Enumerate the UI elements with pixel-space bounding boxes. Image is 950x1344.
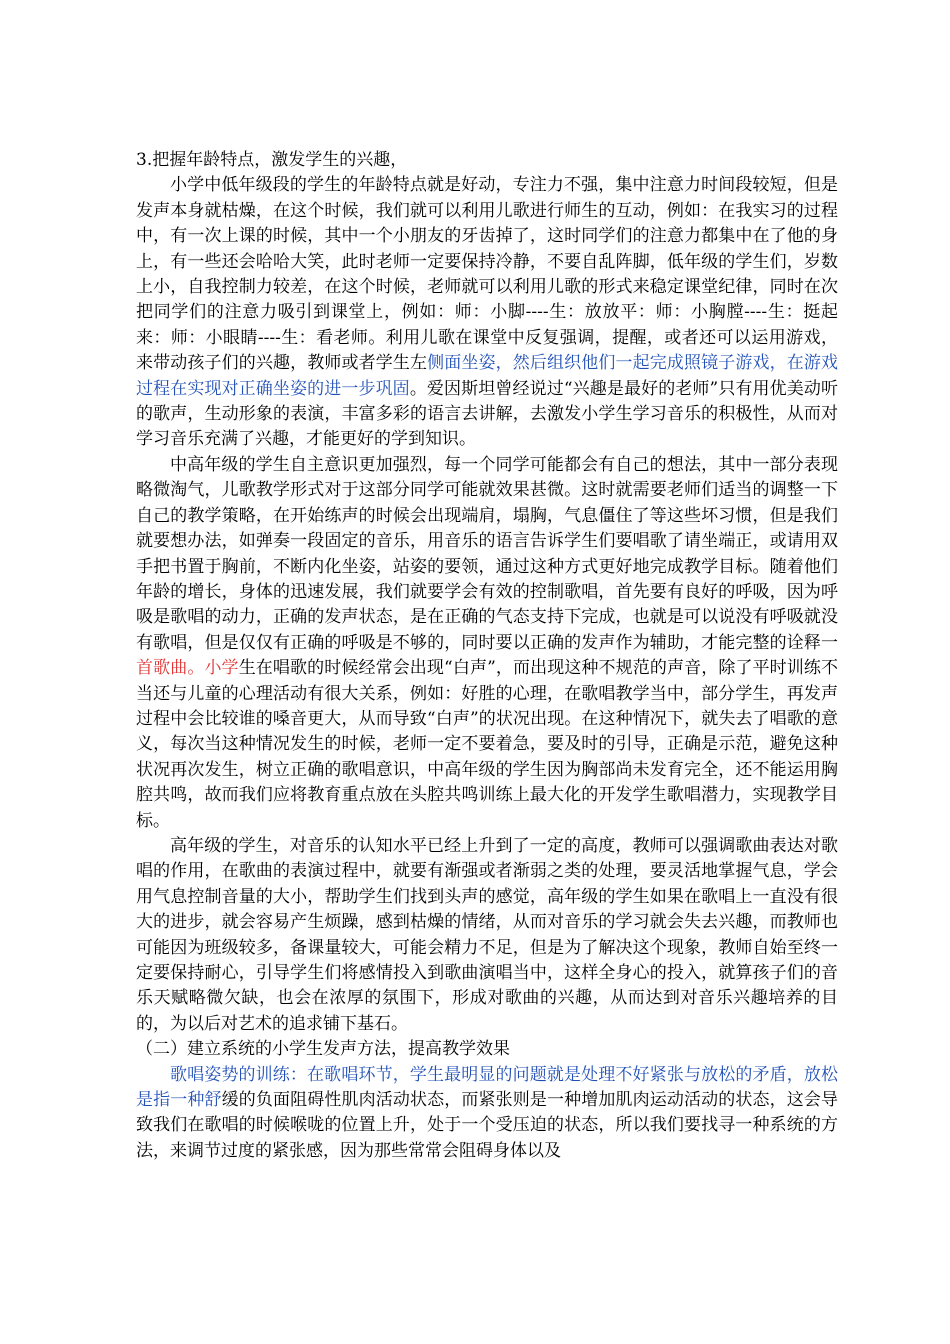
paragraph-posture-training [136, 1063, 838, 1165]
section-heading-2: （二）建立系统的小学生发声方法，提高教学效果 [136, 1039, 510, 1060]
section-heading-3: 3.把握年龄特点，激发学生的兴趣， [136, 150, 408, 170]
document-body [136, 148, 838, 1164]
paragraph-text: 生在唱歌的时候经常会出现“白声”，而出现这种不规范的声音，除了平时训练不当还与儿童的心理活动有很大关系，例如：好胜的心理，在歌唱教学当中，部分学生，再发声过程中会比较谁的嗓音更大，从而导致“白声”的状况出现。在这种情况下，就失去了唱歌的意义，每次当这种情况发生的时候，老师一定不要着急，要及时的引导，正确是示范，避免这种状况再次发生，树立正确的歌唱意识，中高年级的学生因为胸部尚未发育完全，还不能运用胸腔共鸣，故而我们应将教育重点放在头腔共鸣训练上最大化的开发学生歌唱潜力，实现教学目标。 [136, 658, 839, 831]
paragraph-text: 中高年级的学生自主意识更加强烈，每一个同学可能都会有自己的想法，其中一部分表现略微淘气，儿歌教学形式对于这部分同学可能就效果甚微。这时就需要老师们适当的调整一下自己的教学策略，在开始练声的时候会出现端肩，塌胸，气息僵住了等这些坏习惯，但是我们就要想办法，如弹奏一段固定的音乐，用音乐的语言告诉学生们要唱歌了请坐端正，或请用双手把书置于胸前，不断内化坐姿，站姿的要领，通过这种方式更好地完成教学目标。随着他们年龄的增长，身体的迅速发展，我们就要学会有效的控制歌唱，首先要有良好的呼吸，因为呼吸是歌唱的动力，正确的发声状态，是在正确的气态支持下完成，也就是可以说没有呼吸就没有歌唱，但是仅仅有正确的呼吸是不够的，同时要以正确的发声作为辅助，才能完整的诠释一 [136, 454, 838, 653]
paragraph-text: 小学中低年级段的学生的年龄特点就是好动，专注力不强，集中注意力时间段较短，但是发声本身就枯燥，在这个时候，我们就可以利用儿歌进行师生的互动，例如：在我实习的过程中，有一次上课的时候，其中一个小朋友的牙齿掉了，这时同学们的注意力都集中在了他的身上，有一些还会哈哈大笑，此时老师一定要保持冷静，不要自乱阵脚，低年级的学生们，岁数上小，自我控制力较差，在这个时候，老师就可以利用儿歌的形式来稳定课堂纪律，同时在次把同学们的注意力吸引到课堂上，例如：师：小脚----生：放放平：师：小胸膛----生：挺起来：师：小眼睛----生：看老师。利用儿歌在课堂中反复强调，提醒，或者还可以运用游戏，来带动孩子们的兴趣，教师或者学生左 [136, 175, 838, 374]
highlighted-text-red: 首歌曲。小学 [136, 658, 239, 679]
paragraph-text: 。爱因斯坦曾经说过“兴趣是最好的老师”只有用优美动听的歌声，生动形象的表演，丰富多彩的语言去讲解，去激发小学生学习音乐的积极性，从而对学习音乐充满了兴趣，才能更好的学到知识。 [136, 378, 839, 450]
highlighted-text-blue: 侧面坐姿，然后组织他们一起完成照镜子游戏，在游戏过程在实现对正确坐姿的进一步巩固 [136, 353, 838, 399]
paragraph-senior-students: 高年级的学生，对音乐的认知水平已经上升到了一定的高度，教师可以强调歌曲表达对歌唱的作用，在歌曲的表演过程中，就要有渐强或者渐弱之类的处理，要灵活地掌握气息，学会用气息控制音量的大小，帮助学生们找到头声的感觉，高年级的学生如果在歌唱上一直没有很大的进步，就会容易产生烦躁，感到枯燥的情绪，从而对音乐的学习就会失去兴趣，而教师也可能因为班级较多，备课量较大，可能会精力不足，但是为了解决这个现象，教师自始至终一定要保持耐心，引导学生们将感情投入到歌曲演唱当中，这样全身心的投入，就算孩子们的音乐天赋略微欠缺，也会在浓厚的氛围下，形成对歌曲的兴趣，从而达到对音乐兴趣培养的目的，为以后对艺术的追求铺下基石。 [136, 835, 838, 1034]
highlighted-text-blue: 歌唱姿势的训练：在歌唱环节，学生最明显的问题就是处理不好紧张与放松的矛盾，放松是指一种舒 [136, 1064, 838, 1111]
paragraph-age-characteristics [136, 173, 838, 452]
paragraph-text: 缓的负面阻碍性肌肉活动状态，而紧张则是一种增加肌肉运动活动的状态，这会导致我们在歌唱的时候喉咙的位置上升，处于一个受压迫的状态，所以我们要找寻一种系统的方法，来调节过度的紧张感，因为那些常常会阻碍身体以及 [136, 1090, 838, 1161]
paragraph-upper-grades [136, 453, 838, 834]
